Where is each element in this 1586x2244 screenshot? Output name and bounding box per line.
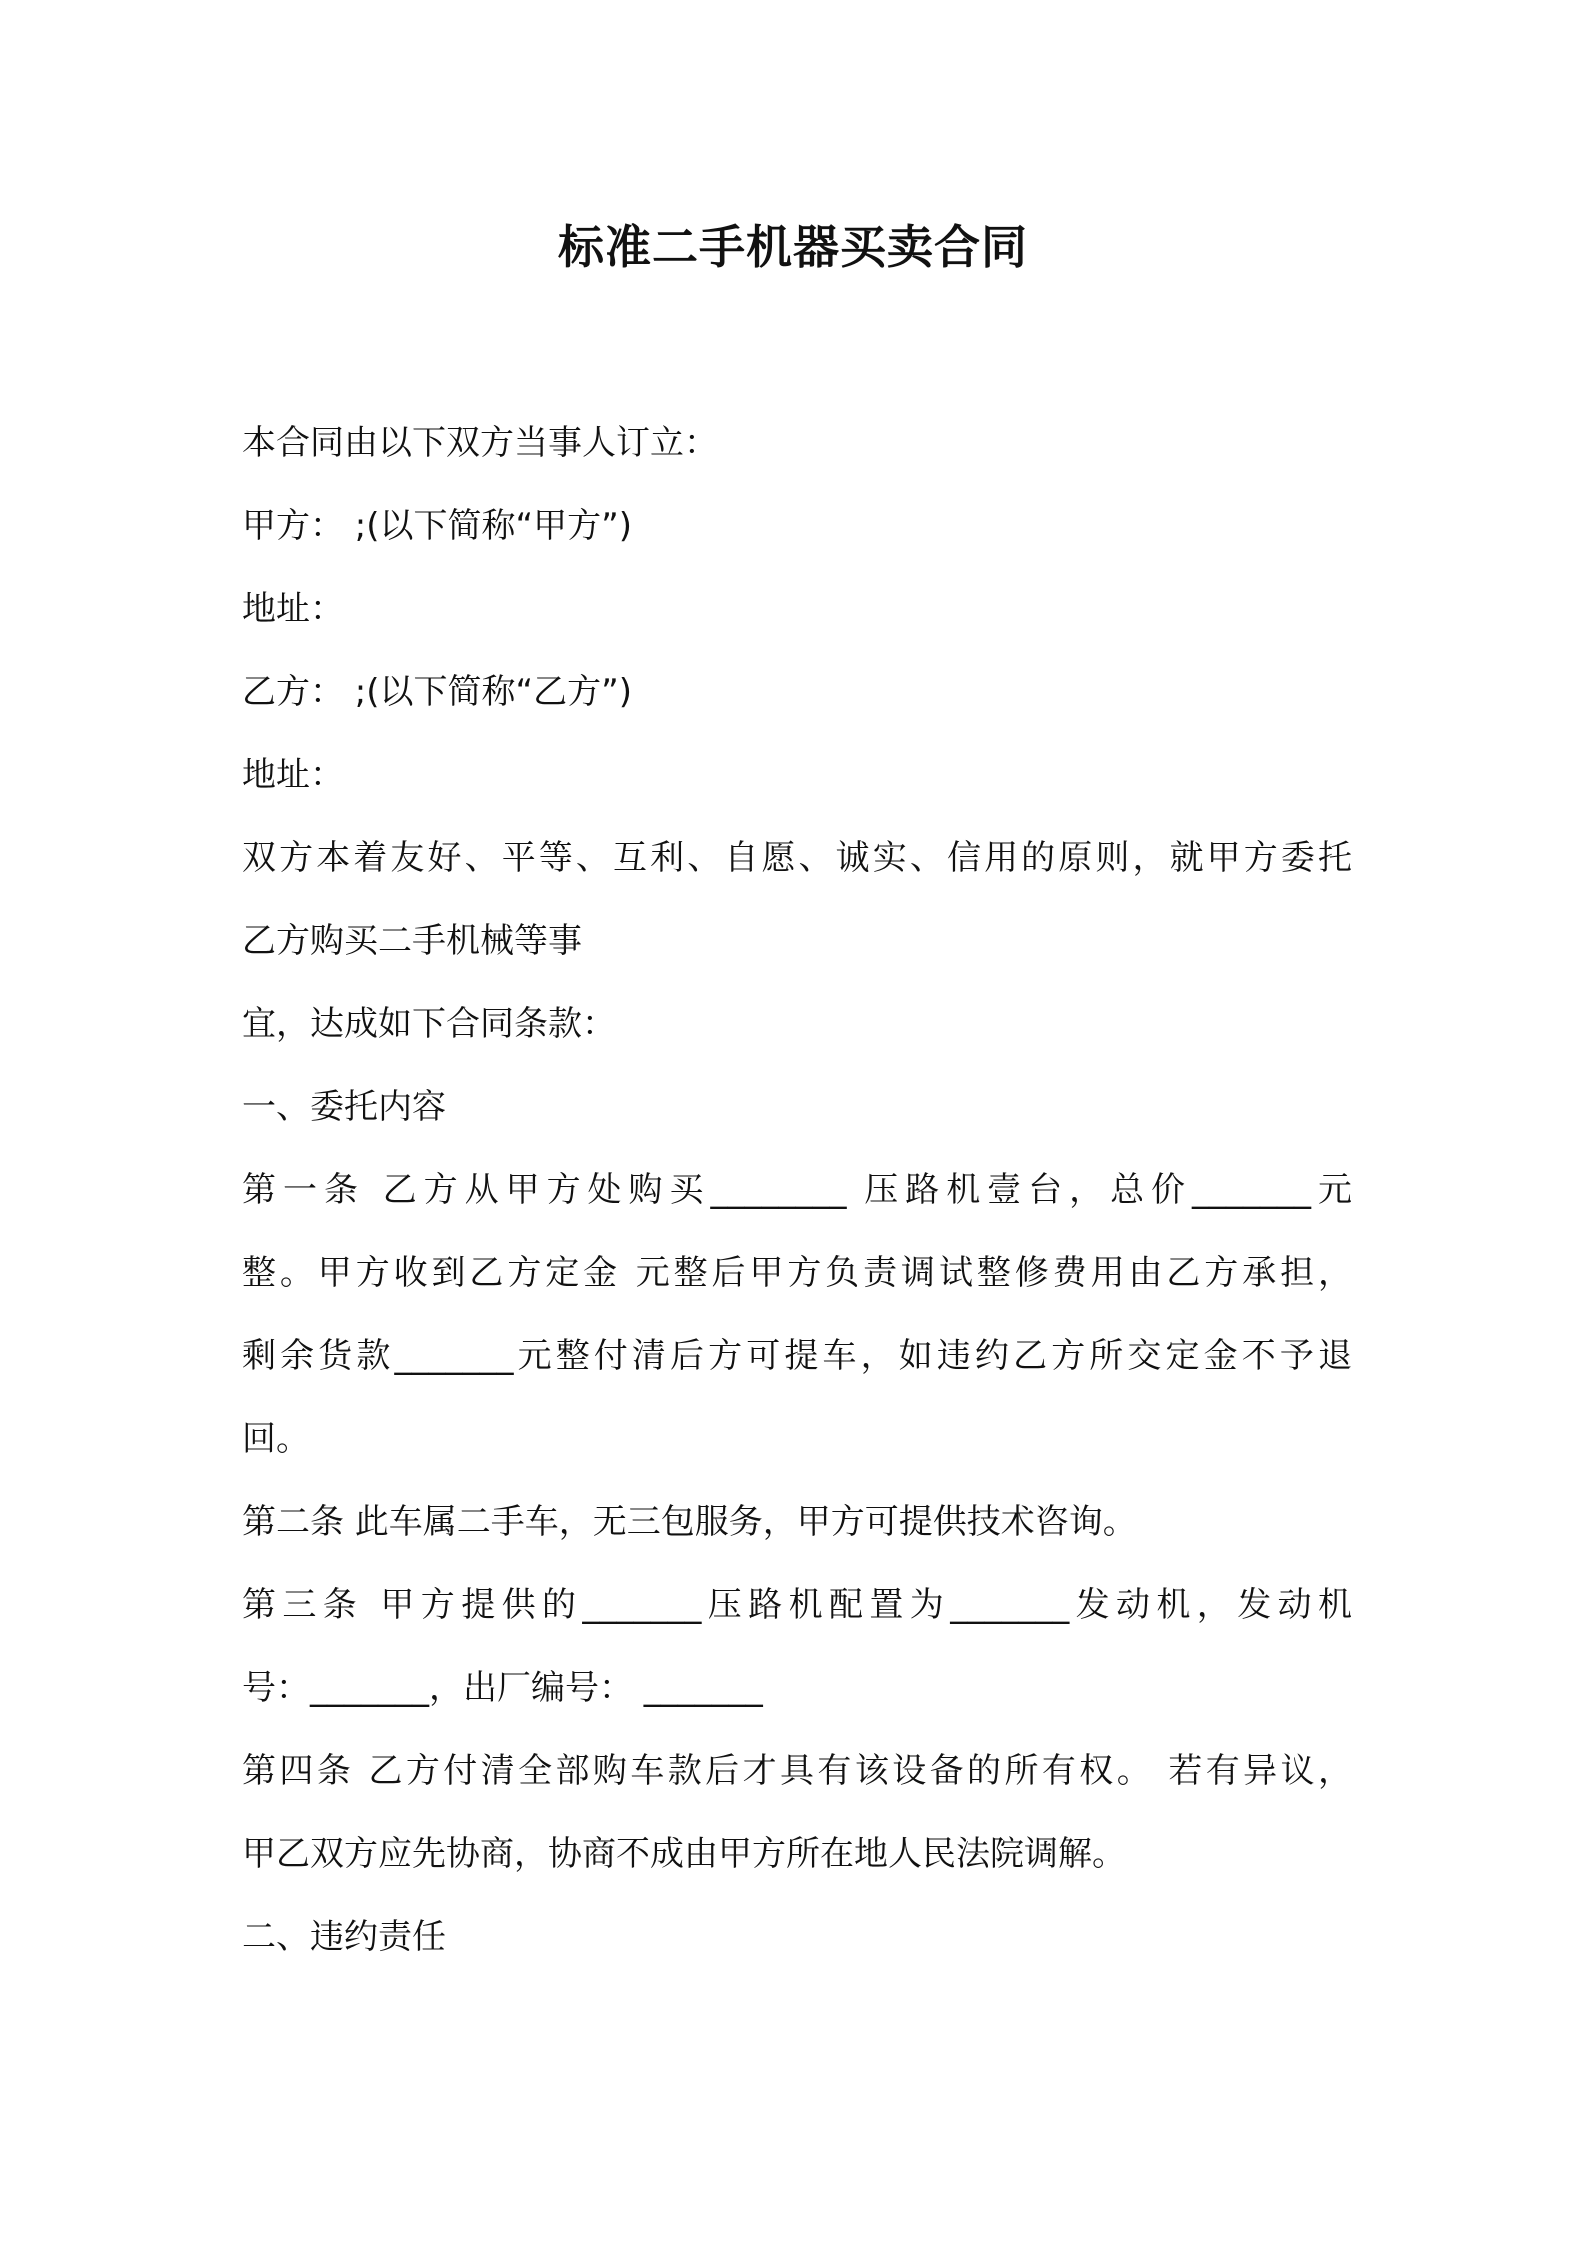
article-3-line-2: 号：_______，出厂编号： _______	[242, 1668, 763, 1708]
principle-line-3: 宜，达成如下合同条款：	[242, 1004, 616, 1044]
principle-line-1: 双方本着友好、平等、互利、自愿、诚实、信用的原则，就甲方委托	[242, 838, 1352, 878]
party-b-address-line: 地址：	[242, 755, 344, 795]
article-1-line-1: 第一条 乙方从甲方处购买________ 压路机壹台，总价_______元	[242, 1170, 1352, 1210]
section-heading-2: 二、违约责任	[242, 1917, 446, 1957]
article-1-line-4: 回。	[242, 1419, 310, 1459]
article-1-line-3: 剩余货款_______元整付清后方可提车，如违约乙方所交定金不予退	[242, 1336, 1352, 1376]
intro-line: 本合同由以下双方当事人订立：	[242, 423, 718, 463]
article-2-line: 第二条 此车属二手车，无三包服务，甲方可提供技术咨询。	[242, 1502, 1137, 1542]
article-4-line-2: 甲乙双方应先协商，协商不成由甲方所在地人民法院调解。	[242, 1834, 1126, 1874]
party-b-line: 乙方： ;(以下简称“乙方”)	[242, 672, 633, 712]
party-a-line: 甲方： ;(以下简称“甲方”)	[242, 506, 633, 546]
article-1-line-2: 整。甲方收到乙方定金 元整后甲方负责调试整修费用由乙方承担，	[242, 1253, 1352, 1293]
article-4-line-1: 第四条 乙方付清全部购车款后才具有该设备的所有权。 若有异议，	[242, 1751, 1352, 1791]
article-3-line-1: 第三条 甲方提供的_______压路机配置为_______发动机，发动机	[242, 1585, 1352, 1625]
party-a-address-line: 地址：	[242, 589, 344, 629]
contract-body	[242, 402, 1352, 1979]
section-heading-1: 一、委托内容	[242, 1087, 446, 1127]
principle-line-2: 乙方购买二手机械等事	[242, 921, 582, 961]
document-title: 标准二手机器买卖合同	[558, 220, 1028, 274]
